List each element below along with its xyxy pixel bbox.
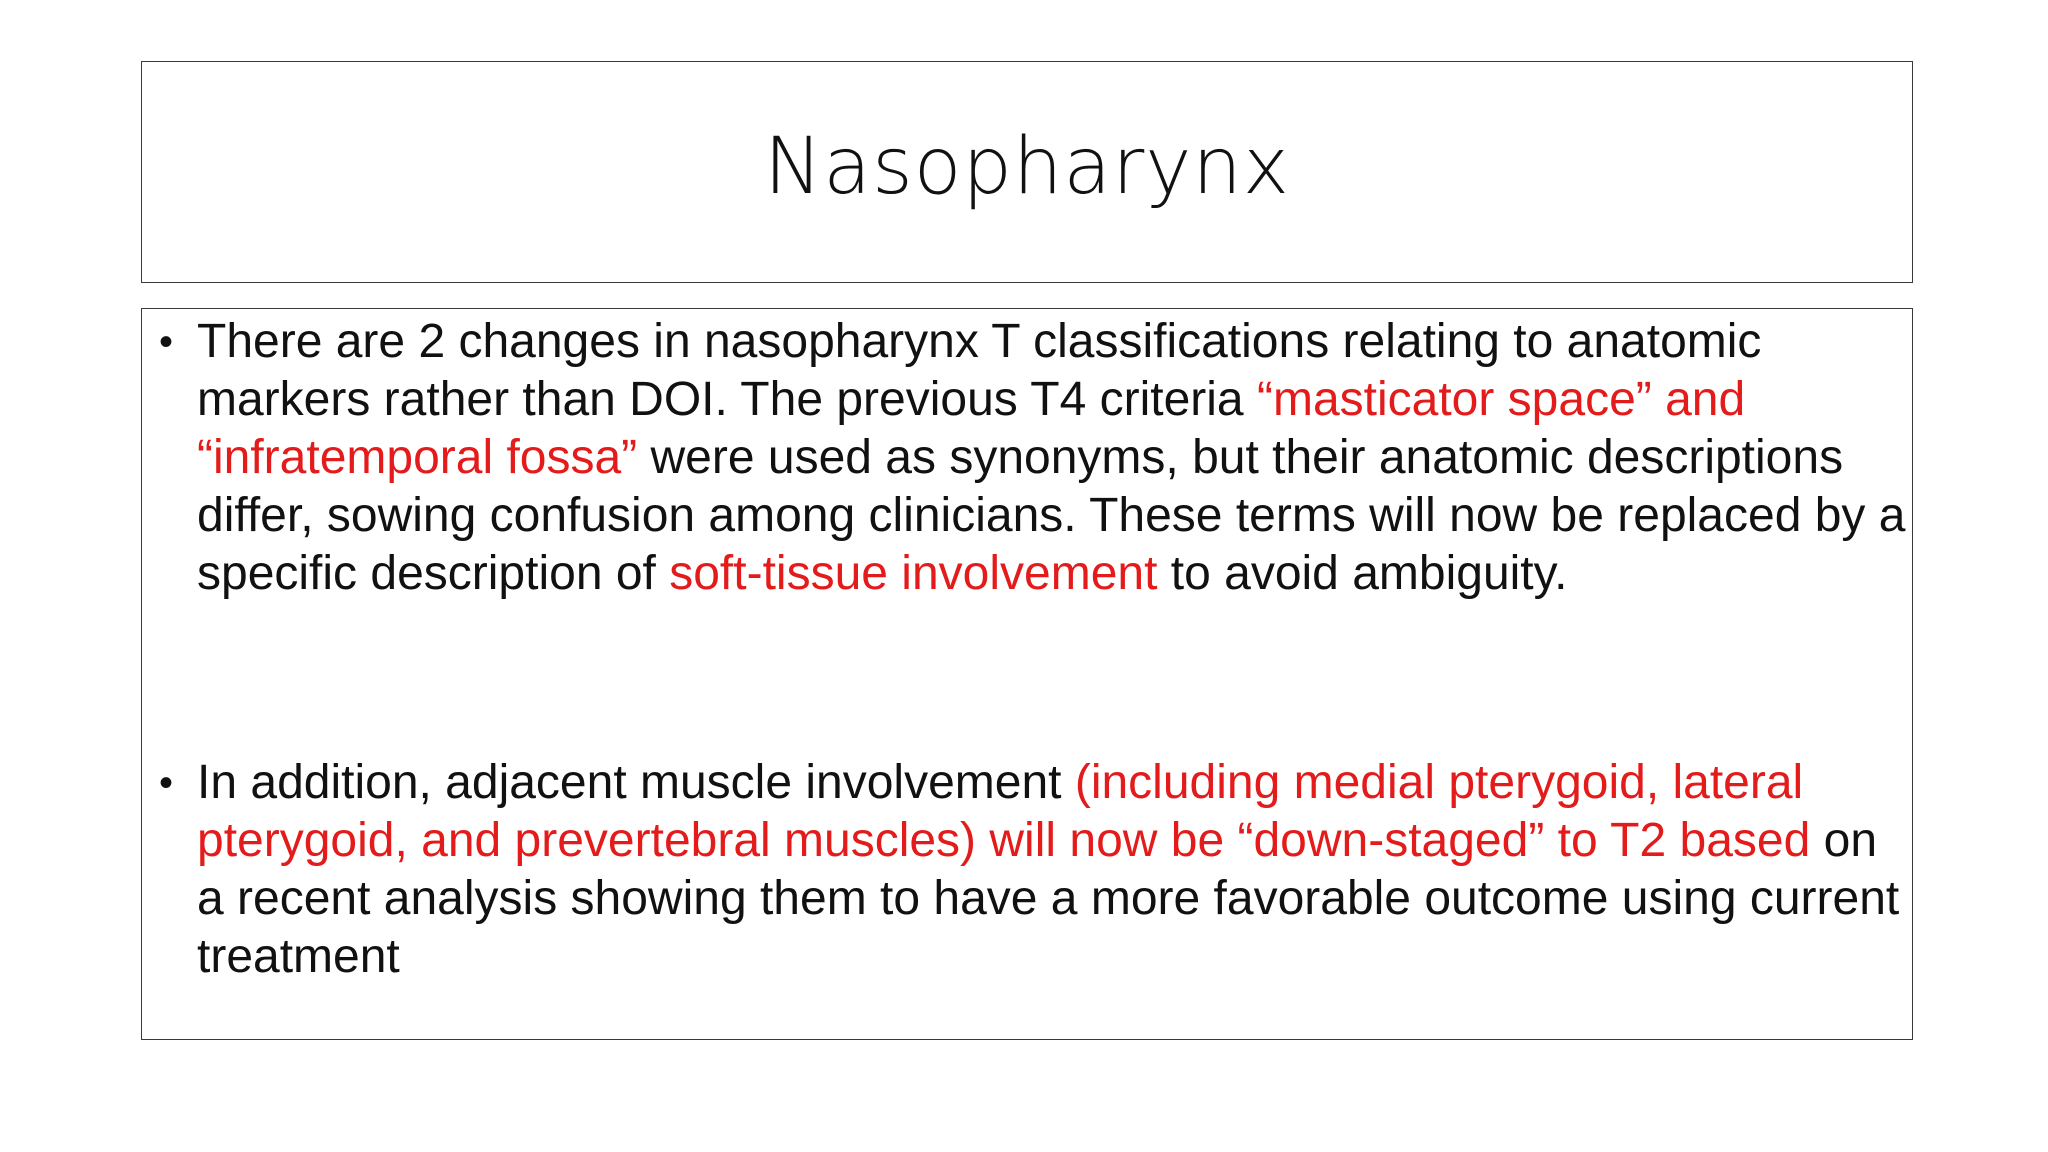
bullet-2-seg-2: (including medial pterygoid, lateral pterygoid, and prevertebral muscles) will now be “down-staged” to T2 based: [197, 756, 1811, 867]
bullet-1-seg-1: There are 2 changes in nasopharynx T classifications relating to anatomic markers rather than DOI. The previous T4 criteria: [197, 315, 1762, 426]
title-box: [141, 61, 1913, 283]
bullet-item-1: [142, 313, 1917, 603]
slide-title: Nasopharynx: [763, 122, 1291, 212]
bullet-1-seg-3: were used as synonyms, but their anatomic descriptions differ, sowing confusion among clinicians. These terms will now be replaced by a specific description of: [197, 431, 1906, 600]
bullet-1-seg-2: “masticator space” and “infratemporal fossa”: [197, 373, 1746, 484]
bullet-dot-icon: •: [159, 761, 174, 805]
content-box: [141, 308, 1913, 1040]
bullet-1-seg-4: soft-tissue involvement: [669, 547, 1158, 600]
bullet-2-seg-3: on a recent analysis showing them to have a more favorable outcome using current treatment: [197, 814, 1900, 983]
bullet-1-seg-5: to avoid ambiguity.: [1157, 547, 1568, 600]
bullet-2-seg-1: In addition, adjacent muscle involvement: [197, 756, 1075, 809]
bullet-dot-icon: •: [159, 320, 174, 364]
bullet-item-2: [142, 754, 1917, 986]
